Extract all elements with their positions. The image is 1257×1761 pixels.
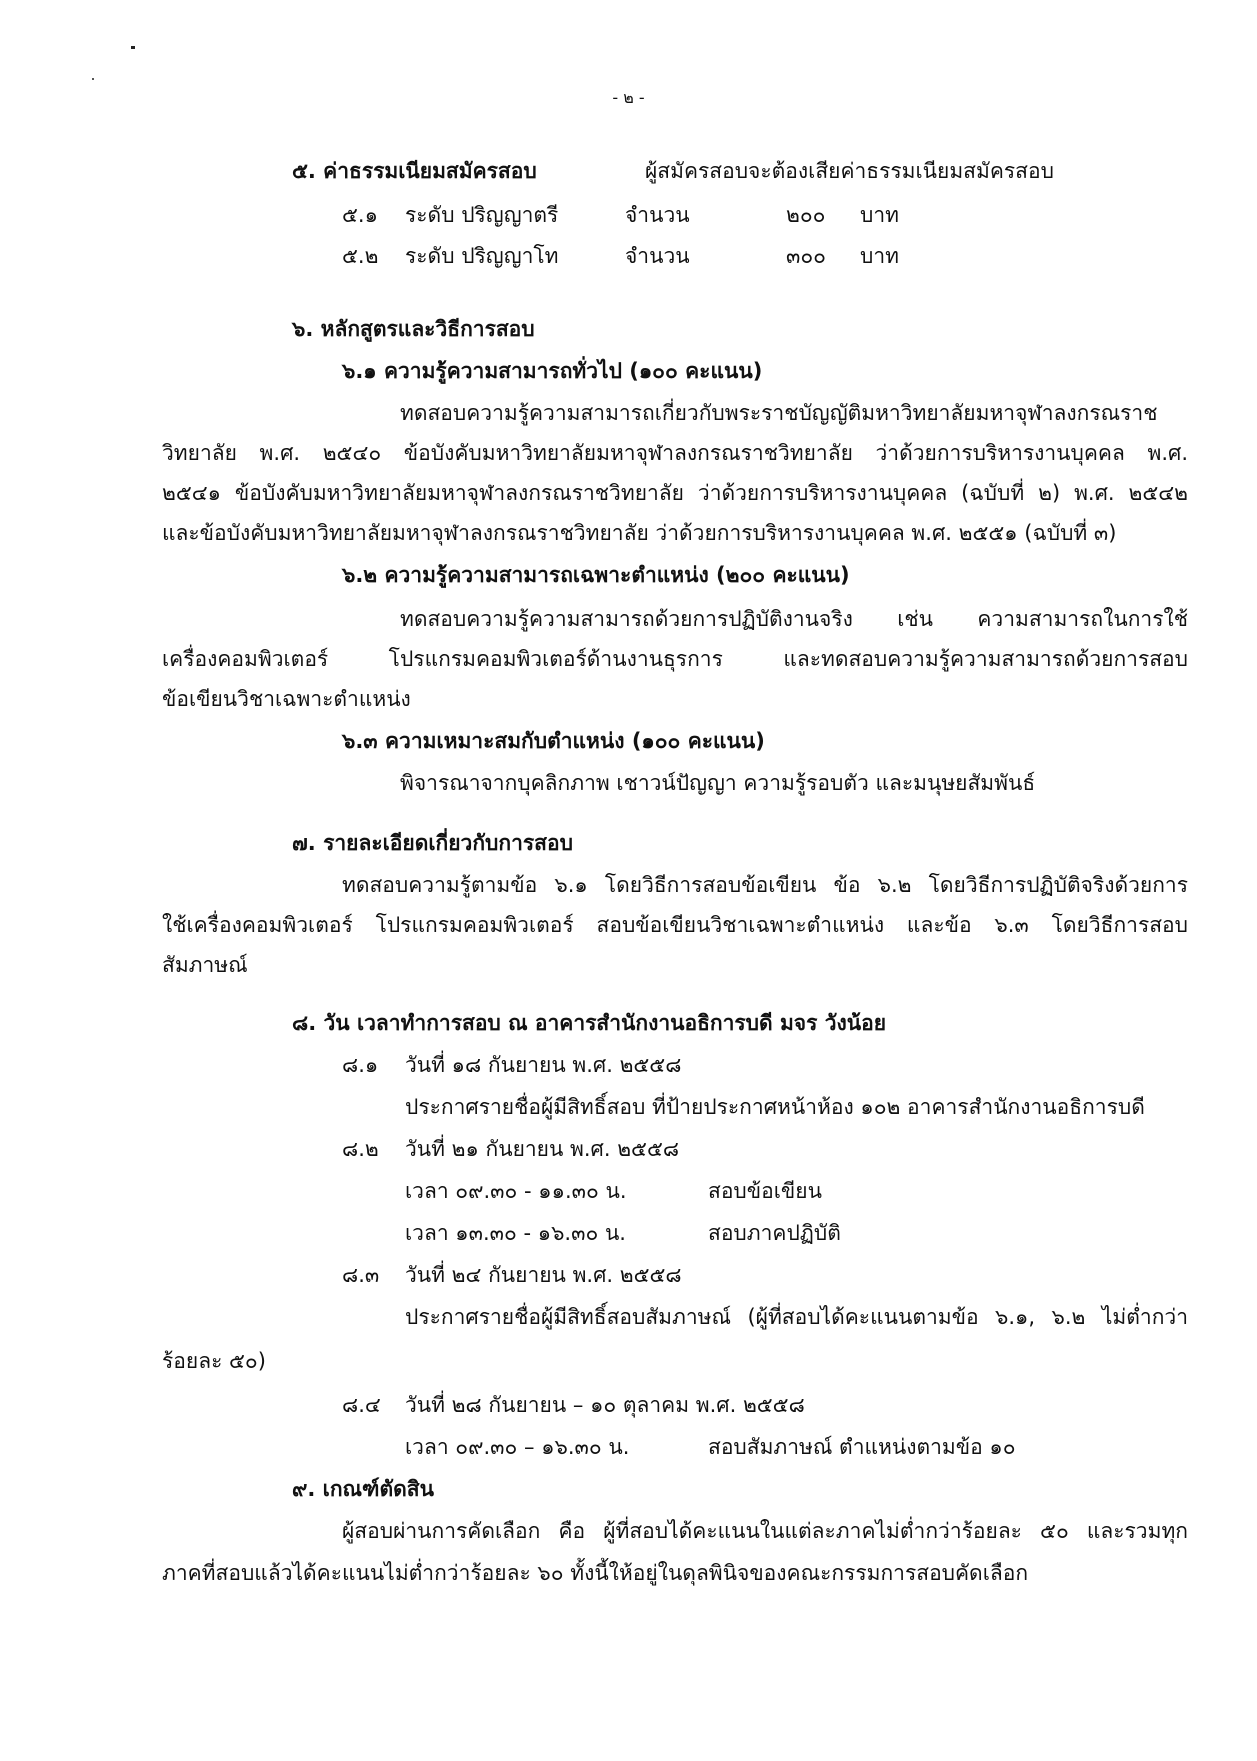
section-8-1-number: ๘.๑ (342, 1053, 379, 1077)
section-6-3-line: พิจารณาจากบุคลิกภาพ เชาวน์ปัญญา ความรู้รอบตัว และมนุษยสัมพันธ์ (400, 771, 1036, 795)
schedule-time: เวลา ๑๓.๓๐ - ๑๖.๓๐ น. (405, 1221, 626, 1245)
section-6-2-line: ข้อเขียนวิชาเฉพาะตำแหน่ง (162, 687, 411, 711)
section-5-desc: ผู้สมัครสอบจะต้องเสียค่าธรรมเนียมสมัครสอบ (645, 159, 1054, 183)
section-8-1-date: วันที่ ๑๘ กันยายน พ.ศ. ๒๕๕๘ (405, 1053, 682, 1077)
section-6-1-line: และข้อบังคับมหาวิทยาลัยมหาจุฬาลงกรณราชวิทยาลัย ว่าด้วยการบริหารงานบุคคล พ.ศ. ๒๕๕๑ (ฉบับที่ ๓) (162, 521, 1117, 545)
section-6-1-line: ทดสอบความรู้ความสามารถเกี่ยวกับพระราชบัญญัติมหาวิทยาลัยมหาจุฬาลงกรณราช (400, 401, 1158, 425)
section-8-3-date: วันที่ ๒๔ กันยายน พ.ศ. ๒๕๕๘ (405, 1263, 682, 1287)
fee-row-number: ๕.๑ (342, 203, 378, 227)
section-6-2-line: ทดสอบความรู้ความสามารถด้วยการปฏิบัติงานจริง เช่น ความสามารถในการใช้ (400, 607, 1188, 631)
section-7-title: ๗. รายละเอียดเกี่ยวกับการสอบ (292, 831, 573, 855)
section-9-line: ผู้สอบผ่านการคัดเลือก คือ ผู้ที่สอบได้คะแนนในแต่ละภาคไม่ต่ำกว่าร้อยละ ๕๐ และรวมทุก (342, 1519, 1188, 1543)
section-7-line: ทดสอบความรู้ตามข้อ ๖.๑ โดยวิธีการสอบข้อเขียน ข้อ ๖.๒ โดยวิธีการปฏิบัติจริงด้วยการ (342, 873, 1188, 897)
section-8-4-number: ๘.๔ (342, 1393, 381, 1417)
page-number: - ๒ - (612, 88, 645, 107)
fee-row-number: ๕.๒ (342, 244, 379, 268)
section-6-2-line: เครื่องคอมพิวเตอร์ โปรแกรมคอมพิวเตอร์ด้านงานธุรการ และทดสอบความรู้ความสามารถด้วยการสอบ (162, 647, 1188, 671)
schedule-time: เวลา ๐๙.๓๐ - ๑๑.๓๐ น. (405, 1179, 627, 1203)
section-6-1-title: ๖.๑ ความรู้ความสามารถทั่วไป (๑๐๐ คะแนน) (342, 359, 763, 383)
schedule-activity: สอบข้อเขียน (708, 1179, 822, 1203)
scan-speck (131, 46, 135, 49)
section-8-3-desc-cont: ร้อยละ ๕๐) (162, 1349, 266, 1373)
fee-row-unit: บาท (860, 203, 899, 227)
section-8-4-date: วันที่ ๒๘ กันยายน – ๑๐ ตุลาคม พ.ศ. ๒๕๕๘ (405, 1393, 805, 1417)
section-7-line: ใช้เครื่องคอมพิวเตอร์ โปรแกรมคอมพิวเตอร์ สอบข้อเขียนวิชาเฉพาะตำแหน่ง และข้อ ๖.๓ โดยวิธีการสอบ (162, 913, 1188, 937)
fee-row-amount: ๓๐๐ (786, 244, 826, 268)
fee-row-amount: ๒๐๐ (786, 203, 826, 227)
fee-row-label: จำนวน (625, 203, 690, 227)
section-8-3-number: ๘.๓ (342, 1263, 380, 1287)
fee-row-unit: บาท (860, 244, 899, 268)
fee-row-level: ระดับ ปริญญาโท (405, 244, 559, 268)
section-6-1-line: วิทยาลัย พ.ศ. ๒๕๔๐ ข้อบังคับมหาวิทยาลัยมหาจุฬาลงกรณราชวิทยาลัย ว่าด้วยการบริหารงานบุคคล พ.ศ. (162, 441, 1188, 465)
section-8-2-number: ๘.๒ (342, 1137, 379, 1161)
section-8-title: ๘. วัน เวลาทำการสอบ ณ อาคารสำนักงานอธิการบดี มจร วังน้อย (292, 1011, 887, 1035)
fee-row-label: จำนวน (625, 244, 690, 268)
section-6-3-title: ๖.๓ ความเหมาะสมกับตำแหน่ง (๑๐๐ คะแนน) (342, 729, 765, 753)
section-6-2-title: ๖.๒ ความรู้ความสามารถเฉพาะตำแหน่ง (๒๐๐ คะแนน) (342, 563, 850, 587)
schedule-activity: สอบสัมภาษณ์ ตำแหน่งตามข้อ ๑๐ (708, 1435, 1016, 1459)
section-7-line: สัมภาษณ์ (162, 953, 248, 977)
schedule-activity: สอบภาคปฏิบัติ (708, 1221, 841, 1245)
schedule-time: เวลา ๐๙.๓๐ – ๑๖.๓๐ น. (405, 1435, 630, 1459)
section-6-1-line: ๒๕๔๑ ข้อบังคับมหาวิทยาลัยมหาจุฬาลงกรณราชวิทยาลัย ว่าด้วยการบริหารงานบุคคล (ฉบับที่ ๒) พ.ศ. ๒๕๔๒ (162, 481, 1188, 505)
section-8-3-desc: ประกาศรายชื่อผู้มีสิทธิ์สอบสัมภาษณ์ (ผู้ที่สอบได้คะแนนตามข้อ ๖.๑, ๖.๒ ไม่ต่ำกว่า (405, 1305, 1188, 1329)
fee-row-level: ระดับ ปริญญาตรี (405, 203, 559, 227)
section-9-title: ๙. เกณฑ์ตัดสิน (292, 1477, 434, 1501)
section-5-title: ๕. ค่าธรรมเนียมสมัครสอบ (292, 159, 537, 183)
section-6-title: ๖. หลักสูตรและวิธีการสอบ (292, 317, 535, 341)
section-9-line: ภาคที่สอบแล้วได้คะแนนไม่ต่ำกว่าร้อยละ ๖๐ ทั้งนี้ให้อยู่ในดุลพินิจของคณะกรรมการสอบคัดเลือก (162, 1561, 1029, 1585)
section-8-2-date: วันที่ ๒๑ กันยายน พ.ศ. ๒๕๕๘ (405, 1137, 680, 1161)
section-8-1-desc: ประกาศรายชื่อผู้มีสิทธิ์สอบ ที่ป้ายประกาศหน้าห้อง ๑๐๒ อาคารสำนักงานอธิการบดี (405, 1095, 1145, 1119)
scan-speck (92, 78, 94, 80)
